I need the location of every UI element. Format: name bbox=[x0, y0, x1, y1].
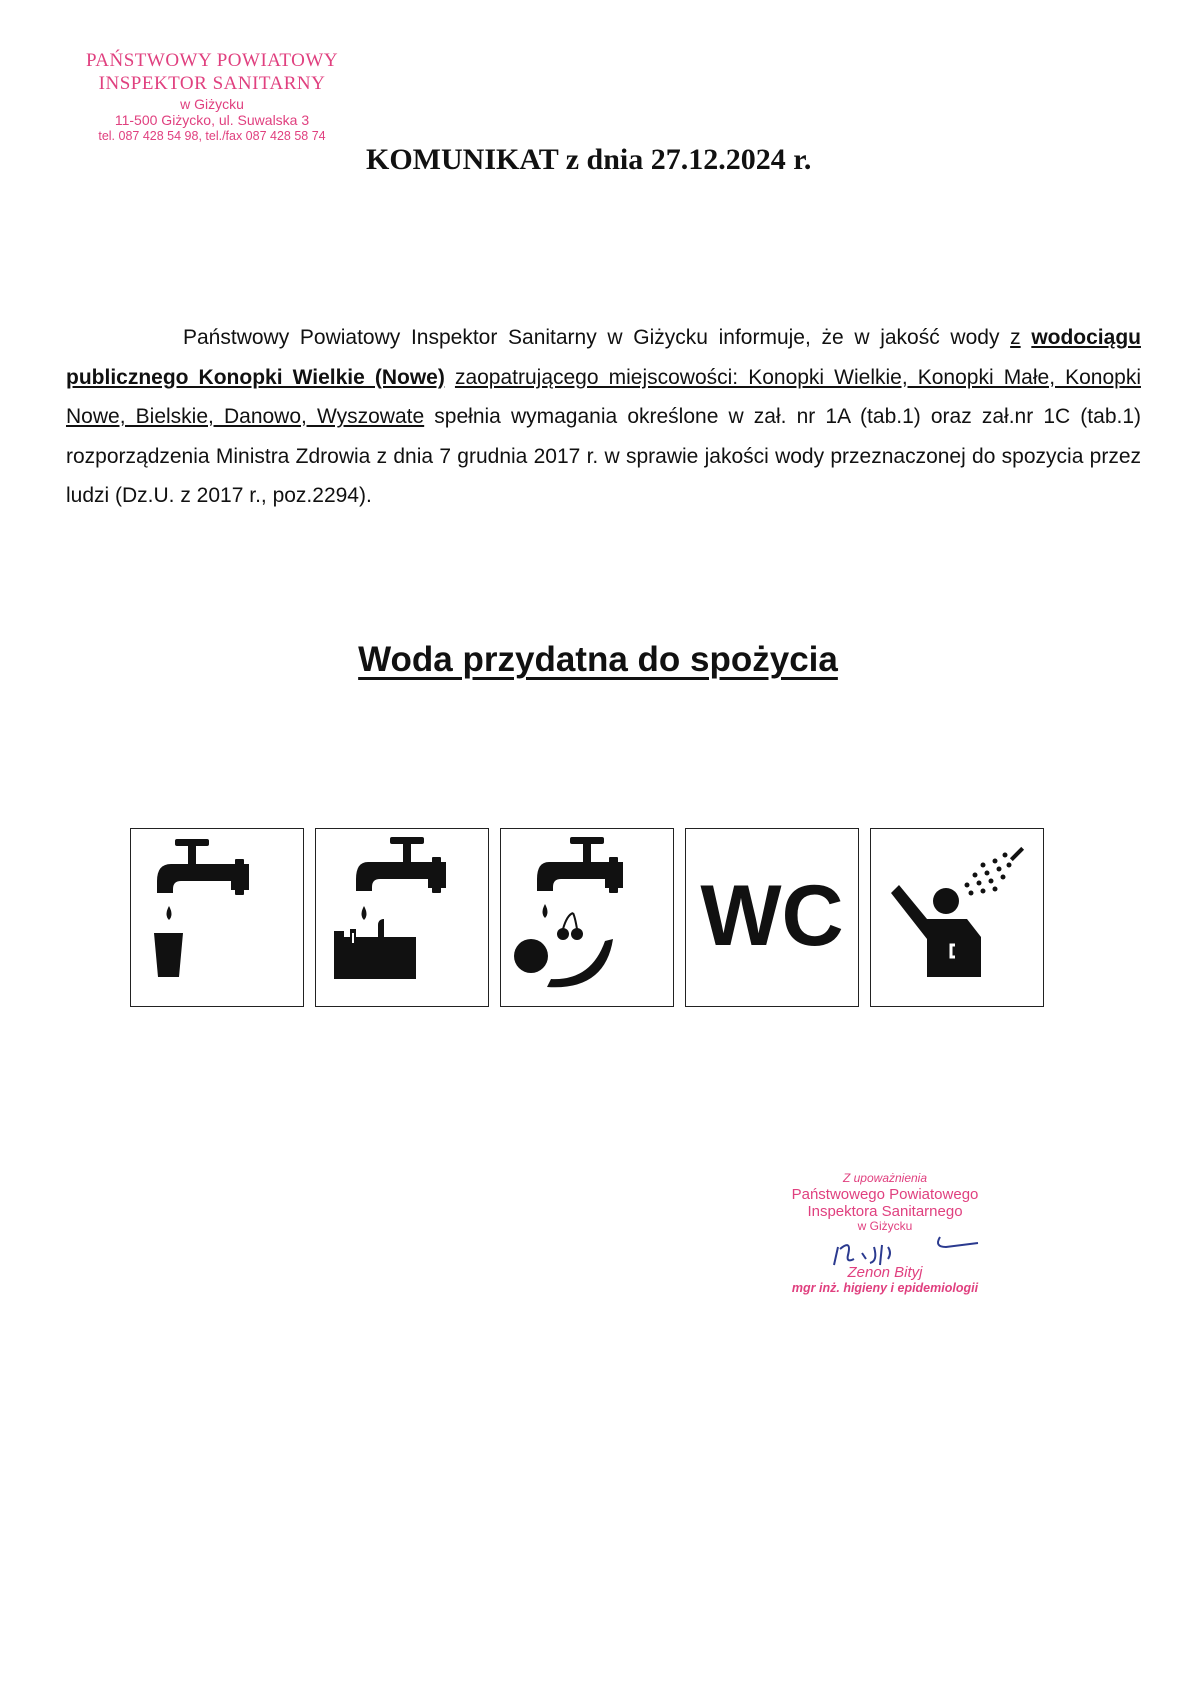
signatory-title: mgr inż. higieny i epidemiologii bbox=[791, 1281, 979, 1296]
shower-icon bbox=[870, 828, 1044, 1007]
verdict-heading bbox=[0, 640, 1196, 680]
stamp-address: 11-500 Giżycko, ul. Suwalska 3 bbox=[114, 112, 310, 129]
auth-line-3: Inspektora Sanitarnego bbox=[807, 1203, 963, 1221]
food-washing-icon bbox=[500, 828, 674, 1007]
drinking-water-icon bbox=[130, 828, 304, 1007]
announcement-body bbox=[66, 318, 1141, 516]
document-title: KOMUNIKAT z dnia 27.12.2024 r. bbox=[366, 143, 812, 176]
auth-line-2: Państwowego Powiatowego bbox=[791, 1185, 979, 1203]
body-rest: spełnia wymagania określone w zał. nr 1A (tab.1) oraz zał.nr 1C (tab.1) rozporządzenia Ministra Zdrowia z dnia 7 grudnia 2017 r. w sprawie jakości wody przeznaczonej do spozycia przez ludzi (Dz.U. z 2017 r., poz.2294). bbox=[66, 405, 1141, 507]
wc-label: WC bbox=[700, 868, 844, 964]
body-intro: Państwowy Powiatowy Inspektor Sanitarny w Giżycku informuje, że w jakość wody bbox=[183, 326, 1011, 349]
inspector-stamp bbox=[62, 50, 362, 144]
body-z: z bbox=[1010, 326, 1021, 349]
verdict-text: Woda przydatna do spożycia bbox=[358, 640, 838, 679]
stamp-line-2: INSPEKTOR SANITARNY bbox=[98, 72, 326, 94]
auth-line-1: Z upoważnienia bbox=[842, 1171, 928, 1185]
signatory-name: Zenon Bityj bbox=[847, 1264, 923, 1282]
dishwashing-icon bbox=[315, 828, 489, 1007]
auth-line-4: w Giżycku bbox=[857, 1219, 913, 1234]
stamp-line-3: w Giżycku bbox=[180, 95, 244, 112]
toilet-icon bbox=[685, 828, 859, 1007]
stamp-phone: tel. 087 428 54 98, tel./fax 087 428 58 74 bbox=[98, 129, 326, 144]
stamp-line-1: PAŃSTWOWY POWIATOWY bbox=[85, 50, 339, 71]
body-waterworks: wodociągu publicznego Konopki Wielkie (Nowe) bbox=[66, 326, 1141, 389]
body-places: zaopatrującego miejscowości: Konopki Wielkie, Konopki Małe, Konopki Nowe, Bielskie, Danowo, Wyszowate bbox=[66, 365, 1141, 428]
signature bbox=[830, 1225, 1000, 1275]
